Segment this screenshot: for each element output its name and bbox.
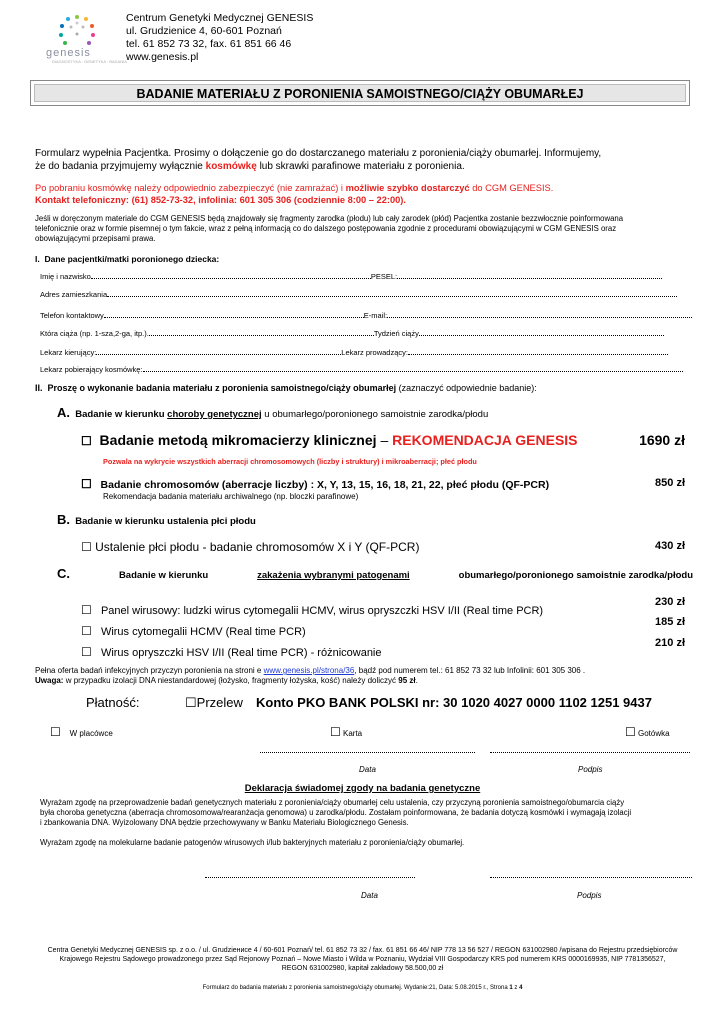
option-a2[interactable]	[81, 477, 549, 491]
intro-line: telefonicznie oraz w formie pisemnej o tym fakcie, wraz z pełną informacją co do dalszego postępowania zgodnie z procedurami obowiązującymi w CGM GENESIS oraz	[35, 224, 617, 233]
option-c2-label: Wirus cytomegalii HCMV (Real time PCR)	[100, 626, 306, 638]
footer	[20, 946, 705, 973]
category-c-heading	[57, 566, 693, 581]
category-title-underlined: zakażenia wybranymi patogenami	[257, 570, 410, 581]
logo-subtext: DIAGNOSTYKA · GENETYKA · BADANIA	[52, 59, 127, 64]
consent-line: była choroba genetyczna (aberracja chromosomowa/rearanżacja genomowa) u zarodka/płodu. Zostałam poinformowana, że badania dotyczą kosmówki i wymagają izolacji	[40, 808, 632, 817]
price-c2: 185 zł	[655, 616, 685, 628]
intro-paragraph-3	[35, 214, 700, 244]
section-number: I.	[35, 254, 40, 264]
checkbox-c3-icon[interactable]: ☐	[81, 645, 92, 659]
category-title: Badanie w kierunku ustalenia płci płodu	[75, 516, 256, 527]
card-label: Karta	[343, 729, 363, 738]
pregnancy-row	[40, 329, 690, 338]
address-row	[40, 290, 690, 299]
category-letter: A.	[57, 405, 70, 420]
footer-line: Krajowego Rejestru Sądowego prowadzonego przez Sąd Rejonowy Poznań – Nowe Miasto i Wilda w Poznaniu, Wydział VIII Gospodarczy KRS pod numerem KRS 0000169935, NIP 7781356527,	[59, 956, 666, 963]
collector-label: Lekarz pobierający kosmówkę:	[40, 365, 143, 374]
category-title: Badanie w kierunku	[118, 570, 209, 581]
title-box	[30, 80, 690, 106]
phone-email-row	[40, 311, 690, 320]
card-option[interactable]	[330, 725, 362, 739]
pregnancy-label: Która ciąża (np. 1-sza,2-ga, itp.).	[40, 329, 149, 338]
intro-text: że do badania przyjmujemy wyłącznie	[35, 161, 203, 172]
transfer-label: Przelew	[196, 695, 243, 710]
checkbox-card-icon[interactable]: ☐	[330, 725, 341, 739]
email-label: E-mail:	[363, 311, 388, 320]
consent-line: Wyrażam zgodę na przeprowadzenie badań genetycznych materiału z poronienia/ciąży obumarłej celu ustalenia, czy przyczyną poronienia samoistnego/obumarcia ciąży	[40, 798, 625, 807]
checkbox-a2-icon[interactable]: ☐	[81, 477, 92, 491]
bank-account: Konto PKO BANK POLSKI nr: 30 1020 4027 0000 1102 1251 9437	[256, 695, 652, 710]
section-2-heading	[35, 383, 537, 393]
intro-line: Jeśli w doręczonym materiale do CGM GENESIS będą znajdowały się fragmenty zarodka (płodu) lub cały zarodek (płód) Pacjentka zostanie bezzwłocznie poinformowana	[35, 214, 624, 223]
price-b1: 430 zł	[655, 540, 685, 552]
address-label: Adres zamieszkania	[40, 290, 108, 299]
phone-label: Telefon kontaktowy	[40, 311, 104, 320]
option-c3-label: Wirus opryszczki HSV I/II (Real time PCR) - różnicowanie	[100, 647, 382, 659]
section-title: Proszę o wykonanie badania materiału z poronienia samoistnego/ciąży obumarłej	[47, 383, 397, 393]
consent-paragraph-1	[40, 798, 700, 828]
consent-sign-label: Podpis	[577, 891, 602, 900]
consent-paragraph-2: Wyrażam zgodę na molekularne badanie patogenów wirusowych i/lub bakteryjnych materiału z poronienia/ciąży obumarłej.	[40, 838, 465, 847]
intro-text: lub skrawki parafinowe materiału z poronienia.	[259, 161, 465, 172]
category-title-rest: obumarłego/poronionego samoistnie zarodka/płodu	[458, 570, 693, 581]
consent-sign-line[interactable]	[490, 877, 692, 878]
option-c3[interactable]	[81, 645, 382, 659]
contact-line: Kontakt telefoniczny: (61) 852-73-32, infolinia: 601 305 306 (codziennie 8:00 – 22:00).	[35, 195, 406, 205]
footer-line: REGON 631002980, kapitał zakładowy 58.500,00 zł	[281, 965, 444, 972]
warning-text: .	[415, 676, 418, 685]
collector-field[interactable]	[143, 371, 683, 372]
intro-line	[35, 182, 695, 194]
dash: –	[380, 432, 389, 448]
address-field[interactable]	[107, 296, 677, 297]
consent-date-label: Data	[361, 891, 378, 900]
category-letter: C.	[57, 566, 70, 581]
option-c1-label: Panel wirusowy: ludzki wirus cytomegalii HCMV, wirus opryszczki HSV I/II (Real time PCR)	[100, 605, 544, 617]
checkbox-c2-icon[interactable]: ☐	[81, 624, 92, 638]
checkbox-office-icon[interactable]: ☐	[50, 725, 61, 739]
doctor-row	[40, 348, 690, 357]
chorion-highlight: kosmówkę	[205, 161, 257, 172]
category-b-heading	[57, 512, 256, 527]
intro-text: do CGM GENESIS.	[472, 183, 554, 193]
intro-line: obowiązującymi przepisami prawa.	[35, 234, 156, 243]
payment-sign-label: Podpis	[578, 765, 603, 774]
page-total: 4	[519, 985, 523, 991]
price-c1: 230 zł	[655, 596, 685, 608]
consent-heading: Deklaracja świadomej zgody na badania genetyczne	[244, 783, 481, 794]
name-pesel-row	[40, 272, 690, 281]
doctor-label: Lekarz kierujący:	[40, 348, 97, 357]
warning-label: Uwaga:	[35, 676, 64, 685]
checkbox-a1-icon[interactable]: ☐	[81, 434, 92, 448]
offer-link[interactable]: www.genesis.pl/strona/36	[263, 666, 355, 675]
option-a2-label: Badanie chromosomów (aberracje liczby) : X, Y, 13, 15, 16, 18, 21, 22, płeć płodu (QF-PCR)	[100, 479, 550, 491]
cash-option[interactable]	[625, 725, 670, 739]
payment-date-label: Data	[359, 765, 376, 774]
category-letter: B.	[57, 512, 70, 527]
pregnancy-field[interactable]	[149, 335, 374, 336]
form-version-text: Formularz do badania materiału z poronienia samoistnego/ciąży obumarłej. Wydanie:21, Data: 5.08.2015 r., Strona	[202, 985, 508, 991]
warning-text: w przypadku izolacji DNA niestandardowej (łożysko, fragmenty łożyska, kość) należy doliczyć	[65, 676, 397, 685]
consent-date-line[interactable]	[205, 877, 415, 878]
collector-row	[40, 365, 690, 374]
checkbox-c1-icon[interactable]: ☐	[81, 603, 92, 617]
payment-row	[86, 695, 139, 710]
category-a-heading	[57, 405, 488, 420]
option-a1-label: Badanie metodą mikromacierzy klinicznej	[99, 432, 377, 448]
category-title-rest: u obumarłego/poronionego samoistnie zarodka/płodu	[264, 409, 489, 420]
option-b1-label: Ustalenie płci płodu - badanie chromosomów X i Y (QF-PCR)	[95, 540, 420, 554]
form-version	[20, 984, 705, 993]
payment-label: Płatność:	[86, 695, 140, 710]
lead-doctor-label: Lekarz prowadzący:	[341, 348, 408, 357]
logo-text: genesis	[46, 47, 91, 59]
warning-line	[35, 676, 585, 686]
category-title: Badanie w kierunku	[75, 409, 165, 420]
name-label: Imię i nazwisko	[40, 272, 91, 281]
intro-line	[35, 160, 695, 173]
doctor-field[interactable]	[96, 354, 341, 355]
pesel-field[interactable]	[397, 278, 662, 279]
consent-line: i zbankowania DNA. Wyizolowany DNA będzie przechowywany w Banku Materiału Biologicznego Genesis.	[40, 818, 409, 827]
email-field[interactable]	[387, 317, 692, 318]
option-c2[interactable]	[81, 624, 306, 638]
office-option[interactable]	[50, 725, 113, 739]
page-current: 1	[509, 985, 513, 991]
intro-text: Po pobraniu kosmówkę należy odpowiednio zabezpieczyć (nie zamrażać) i	[35, 183, 343, 193]
price-a1: 1690 zł	[639, 432, 685, 448]
name-field[interactable]	[91, 278, 371, 279]
page-title: BADANIE MATERIAŁU Z PORONIENIA SAMOISTNEGO/CIĄŻY OBUMARŁEJ	[34, 84, 686, 102]
offer-text: Pełna oferta badań infekcyjnych przyczyn poronienia na stroni e	[35, 666, 262, 675]
option-a2-note: Rekomendacja badania materiału archiwalnego (np. bloczki parafinowe)	[103, 492, 359, 501]
cash-label: Gotówka	[638, 729, 670, 738]
option-a1-note: Pozwala na wykrycie wszystkich aberracji chromosomowych (liczby i struktury) i mikroaberracji; płeć płodu	[103, 457, 477, 466]
offer-note	[35, 666, 585, 686]
offer-text: , bądź pod numerem tel.: 61 852 73 32 lub Infolinii: 601 305 306 .	[354, 666, 586, 675]
offer-line	[35, 666, 585, 676]
org-name: Centrum Genetyki Medycznej GENESIS	[126, 12, 314, 24]
option-b1[interactable]	[81, 540, 419, 554]
phone-field[interactable]	[104, 317, 364, 318]
checkbox-b1-icon[interactable]: ☐	[81, 540, 92, 554]
warning-price: 95 zł	[398, 676, 416, 685]
recommendation-badge: REKOMENDACJA GENESIS	[392, 432, 578, 448]
price-a2: 850 zł	[655, 477, 685, 489]
checkbox-cash-icon[interactable]: ☐	[625, 725, 636, 739]
category-title-underlined: choroby genetycznej	[167, 409, 262, 420]
page-separator: z	[514, 985, 518, 991]
transfer-option[interactable]	[185, 695, 243, 711]
section-title: Dane pacjentki/matki poronionego dziecka:	[44, 254, 220, 264]
street: ul. Grudzienice 4, 60-601 Poznań	[126, 25, 282, 37]
week-label: Tydzień ciąży	[373, 329, 419, 338]
footer-line: Centra Genetyki Medycznej GENESIS sp. z o.o. / ul. Grudziениce 4 / 60-601 Poznań/ tel. 61 852 73 32 / fax. 61 851 66 46/ NIP 778 13 56 527 / REGON 631002980 /wpisana do Rejestru przedsiębiorców	[47, 947, 678, 954]
week-field[interactable]	[419, 335, 664, 336]
option-a1[interactable]	[81, 432, 578, 448]
checkbox-transfer-icon[interactable]: ☐	[185, 695, 197, 710]
section-note: (zaznaczyć odpowiednie badanie):	[398, 383, 537, 393]
website: www.genesis.pl	[126, 51, 199, 63]
section-1-heading	[35, 254, 219, 264]
office-label: W placówce	[69, 729, 113, 738]
section-number: II.	[35, 383, 43, 393]
price-c3: 210 zł	[655, 637, 685, 649]
option-c1[interactable]	[81, 603, 543, 617]
phone: tel. 61 852 73 32, fax. 61 851 66 46	[126, 38, 292, 50]
intro-bold: możliwie szybko dostarczyć	[345, 183, 470, 193]
payment-sign-line[interactable]	[490, 752, 690, 753]
header-address	[126, 12, 313, 64]
intro-paragraph-1	[35, 147, 695, 173]
lead-doctor-field[interactable]	[408, 354, 668, 355]
pesel-label: PESEL:	[370, 272, 398, 281]
intro-line: Formularz wypełnia Pacjentka. Prosimy o dołączenie go do dostarczanego materiału z poronienia/ciąży obumarłej. Informujemy,	[35, 148, 602, 159]
payment-date-line[interactable]	[260, 752, 475, 753]
intro-paragraph-2	[35, 182, 695, 206]
